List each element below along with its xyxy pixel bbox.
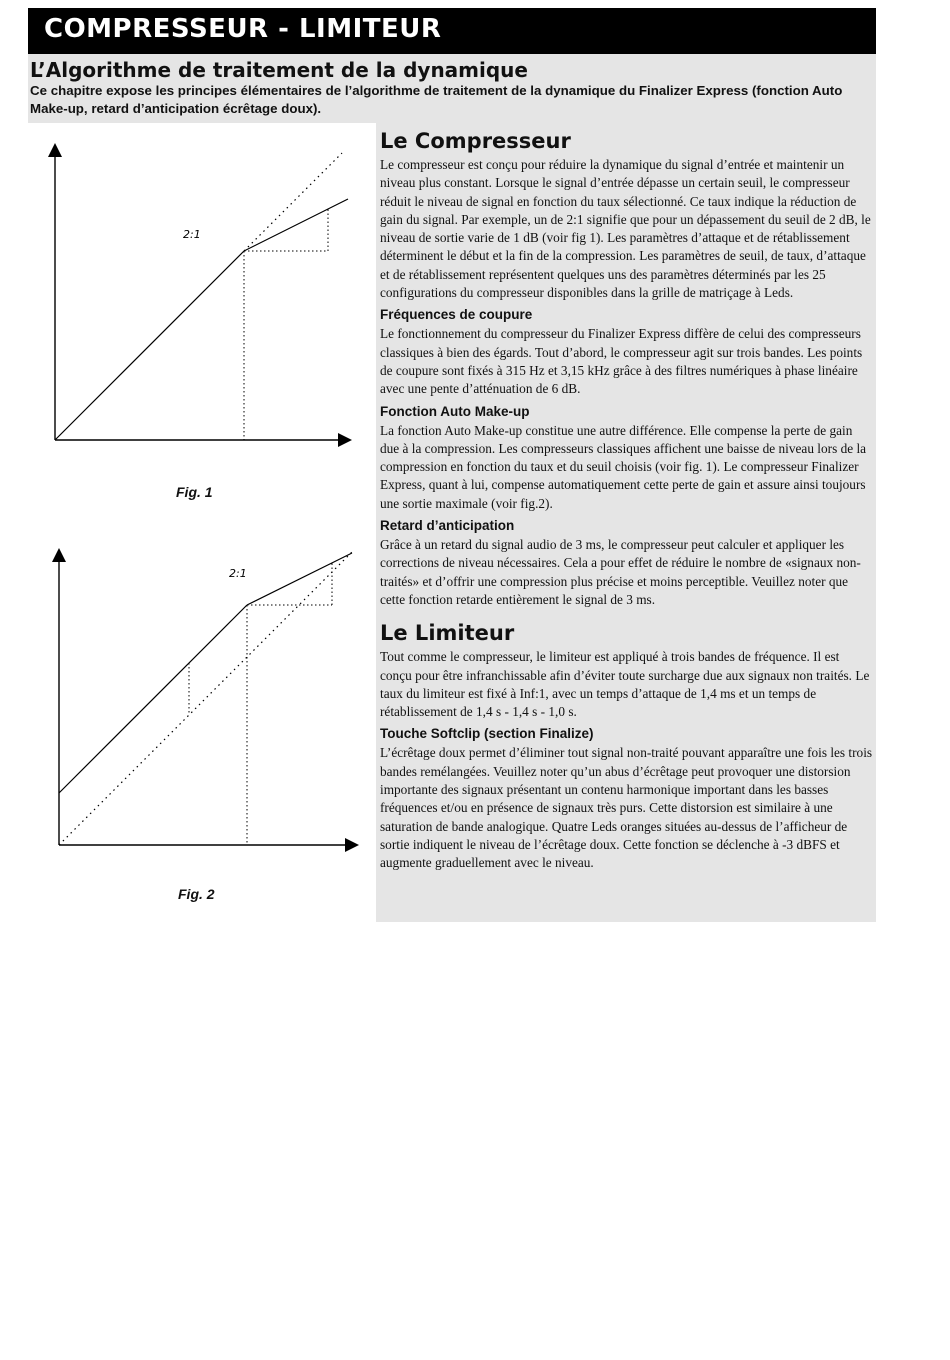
retard-body: Grâce à un retard du signal audio de 3 ms, le compresseur peut calculer et appliquer les corrections de niveau nécessaires. Cela a pour effet de réduire le nombre de «signaux non-traités» et d’offrir une compression plus précise et moins perceptible. Veuillez noter que cette fonction retarde entièrement le signal de 3 ms. — [380, 537, 861, 607]
compresseur-title: Le Compresseur — [380, 129, 571, 153]
makeup-title: Fonction Auto Make-up — [380, 403, 530, 419]
fig2-original-dotted — [59, 552, 352, 845]
makeup-body: La fonction Auto Make-up constitue une autre différence. Elle compense la perte de gain due à la compression. Les compresseurs classiques affichent une baisse de niveau lors de la compression en fonction du taux et du seuil choisis (voir fig. 1). Le compresseur Finalizer Express, quant à lui, compense automatiquement cette perte de gain et assure ainsi toujours une sortie maximale (voir fig.2). — [380, 422, 867, 511]
retard-title: Retard d’anticipation — [380, 518, 515, 534]
fig2-caption: Fig. 2 — [178, 886, 215, 902]
figure-2 — [44, 545, 364, 855]
fig1-compressed-line — [244, 199, 348, 251]
limiteur-title: Le Limiteur — [380, 621, 515, 646]
frequences-title: Fréquences de coupure — [380, 307, 533, 323]
limiteur-body: Tout comme le compresseur, le limiteur est appliqué à trois bandes de fréquence. Il est conçu pour être infranchissable afin d’éviter toute surcharge due aux signaux non traités. Le taux du limiteur est fixé à Inf:1, avec un temps d’attaque de 1,4 ms et un temps de rétablissement de 1,4 s - 1,4 s - 1,0 s. — [380, 649, 870, 720]
fig1-caption: Fig. 1 — [176, 484, 213, 500]
softclip-title: Touche Softclip (section Finalize) — [380, 726, 594, 742]
section-intro: Ce chapitre expose les principes élémentaires de l’algorithme de traitement de la dynamique du Finalizer Express (fonction Auto Make-up, retard d’anticipation écrêtage doux). — [30, 83, 843, 116]
softclip-body: L’écrêtage doux permet d’éliminer tout signal non-traité pouvant apparaître une fois les trois bandes remélangées. Veuillez noter qu’un abus d’écrêtage peut provoquer une distorsion importante des signaux présentant un contenu harmonique important dans les basses fréquences et/ou en présence de signaux très purs. Cette distorsion est similaire à une saturation de bande analogique. Quatre Leds oranges situées au-dessus de l’afficheur de sortie indiquent le niveau de l’écrêtage doux. Cette fonction se déclenche à -3 dBFS et augmente graduellement avec le niveau. — [380, 745, 873, 871]
compresseur-body: Le compresseur est conçu pour réduire la dynamique du signal d’entrée et maintenir un niveau plus constant. Lorsque le signal d’entrée dépasse un certain seuil, le compresseur réduit le niveau de signal en fonction du taux sélectionné. Ce taux indique la réduction de gain du signal. Par exemple, un de 2:1 signifie que pour un dépassement du seuil de 2 dB, le niveau de sortie varie de 1 dB (voir fig 1). Les paramètres d’attaque et de rétablissement déterminent le début et la fin de la compression. Les paramètres de seuil, de taux, d’attaque et de rétablissement représentent quelques uns des paramètres déterminés par les 25 configurations du compresseur disponibles dans la grille de matriçage à Leds. — [380, 157, 871, 301]
header-bar — [28, 8, 876, 54]
frequences-body: Le fonctionnement du compresseur du Finalizer Express diffère de celui des compresseurs classiques à bien des égards. Tout d’abord, le compresseur agit sur trois bandes. Les points de coupure sont fixés à 315 Hz et 3,15 kHz grâce à des filtres numériques à phase linéaire avec une pente d’atténuation de 6 dB. — [380, 326, 863, 397]
fig2-compressed-line — [247, 553, 352, 605]
section-title: L’Algorithme de traitement de la dynamique — [30, 58, 528, 82]
fig1-ratio-label: 2:1 — [183, 228, 201, 241]
fig2-makeup-line — [59, 605, 247, 793]
page-title: COMPRESSEUR - LIMITEUR — [44, 14, 442, 44]
fig1-unity-dotted — [244, 153, 342, 251]
fig1-input-line — [55, 251, 244, 440]
fig2-ratio-label: 2:1 — [229, 567, 247, 580]
text-column — [380, 126, 874, 876]
figure-1 — [40, 140, 360, 450]
